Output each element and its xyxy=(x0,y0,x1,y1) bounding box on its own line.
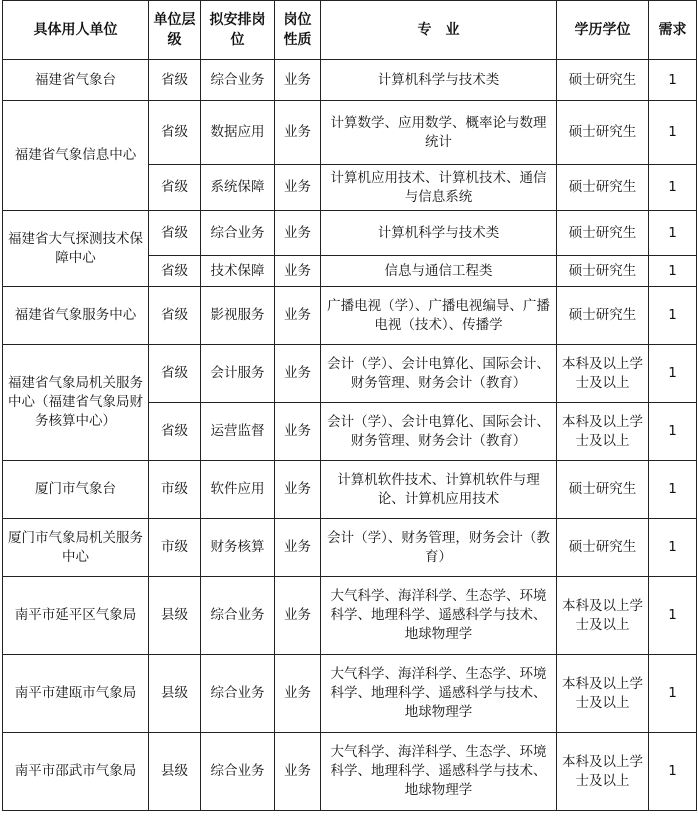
cell-nature: 业务 xyxy=(275,345,321,403)
cell-post: 技术保障 xyxy=(201,256,275,287)
cell-post: 软件应用 xyxy=(201,461,275,519)
cell-major: 会计（学）、会计电算化、国际会计、财务管理、财务会计（教育） xyxy=(321,345,557,403)
cell-count: 1 xyxy=(649,733,697,811)
cell-post: 会计服务 xyxy=(201,345,275,403)
cell-post: 综合业务 xyxy=(201,211,275,256)
cell-nature: 业务 xyxy=(275,165,321,211)
cell-unit: 福建省气象台 xyxy=(3,60,149,101)
cell-level: 县级 xyxy=(149,577,201,655)
cell-major: 大气科学、海洋科学、生态学、环境科学、地理科学、遥感科学与技术、地球物理学 xyxy=(321,577,557,655)
cell-count: 1 xyxy=(649,287,697,345)
cell-level: 省级 xyxy=(149,101,201,165)
header-count: 需求 xyxy=(649,1,697,60)
table-row xyxy=(3,211,697,256)
cell-unit: 南平市建瓯市气象局 xyxy=(3,655,149,733)
cell-degree: 硕士研究生 xyxy=(557,287,649,345)
cell-level: 省级 xyxy=(149,287,201,345)
cell-count: 1 xyxy=(649,211,697,256)
cell-nature: 业务 xyxy=(275,461,321,519)
cell-level: 市级 xyxy=(149,461,201,519)
cell-level: 省级 xyxy=(149,211,201,256)
cell-post: 影视服务 xyxy=(201,287,275,345)
cell-nature: 业务 xyxy=(275,287,321,345)
cell-level: 省级 xyxy=(149,345,201,403)
cell-level: 县级 xyxy=(149,655,201,733)
cell-unit: 厦门市气象台 xyxy=(3,461,149,519)
cell-level: 市级 xyxy=(149,519,201,577)
cell-major: 会计（学）、会计电算化、国际会计、财务管理、财务会计（教育） xyxy=(321,403,557,461)
header-post: 拟安排岗位 xyxy=(201,1,275,60)
cell-nature: 业务 xyxy=(275,655,321,733)
cell-degree: 硕士研究生 xyxy=(557,256,649,287)
cell-nature: 业务 xyxy=(275,733,321,811)
cell-unit: 福建省气象服务中心 xyxy=(3,287,149,345)
cell-nature: 业务 xyxy=(275,60,321,101)
header-degree: 学历学位 xyxy=(557,1,649,60)
cell-unit: 福建省大气探测技术保障中心 xyxy=(3,211,149,287)
cell-unit: 南平市延平区气象局 xyxy=(3,577,149,655)
cell-degree: 硕士研究生 xyxy=(557,165,649,211)
cell-nature: 业务 xyxy=(275,101,321,165)
cell-nature: 业务 xyxy=(275,403,321,461)
cell-nature: 业务 xyxy=(275,577,321,655)
cell-major: 会计（学）、财务管理，财务会计（教育） xyxy=(321,519,557,577)
header-level: 单位层级 xyxy=(149,1,201,60)
cell-level: 省级 xyxy=(149,256,201,287)
cell-unit: 福建省气象局机关服务中心（福建省气象局财务核算中心） xyxy=(3,345,149,461)
cell-degree: 本科及以上学士及以上 xyxy=(557,345,649,403)
cell-degree: 硕士研究生 xyxy=(557,211,649,256)
cell-degree: 本科及以上学士及以上 xyxy=(557,577,649,655)
table-row xyxy=(3,733,697,811)
cell-major: 计算机科学与技术类 xyxy=(321,211,557,256)
header-unit: 具体用人单位 xyxy=(3,1,149,60)
cell-degree: 本科及以上学士及以上 xyxy=(557,655,649,733)
header-nature: 岗位性质 xyxy=(275,1,321,60)
cell-count: 1 xyxy=(649,256,697,287)
cell-major: 大气科学、海洋科学、生态学、环境科学、地理科学、遥感科学与技术、地球物理学 xyxy=(321,655,557,733)
cell-post: 综合业务 xyxy=(201,733,275,811)
cell-count: 1 xyxy=(649,403,697,461)
cell-count: 1 xyxy=(649,101,697,165)
table-row xyxy=(3,101,697,165)
cell-count: 1 xyxy=(649,345,697,403)
cell-nature: 业务 xyxy=(275,519,321,577)
cell-level: 省级 xyxy=(149,60,201,101)
table-row xyxy=(3,60,697,101)
cell-nature: 业务 xyxy=(275,211,321,256)
cell-post: 综合业务 xyxy=(201,577,275,655)
cell-count: 1 xyxy=(649,60,697,101)
table-row xyxy=(3,461,697,519)
cell-post: 财务核算 xyxy=(201,519,275,577)
table-row xyxy=(3,287,697,345)
cell-degree: 硕士研究生 xyxy=(557,461,649,519)
cell-major: 信息与通信工程类 xyxy=(321,256,557,287)
cell-degree: 本科及以上学士及以上 xyxy=(557,403,649,461)
table-row xyxy=(3,655,697,733)
table-row xyxy=(3,519,697,577)
cell-major: 大气科学、海洋科学、生态学、环境科学、地理科学、遥感科学与技术、地球物理学 xyxy=(321,733,557,811)
cell-major: 计算机科学与技术类 xyxy=(321,60,557,101)
cell-level: 县级 xyxy=(149,733,201,811)
cell-major: 计算机软件技术、计算机软件与理论、计算机应用技术 xyxy=(321,461,557,519)
cell-degree: 硕士研究生 xyxy=(557,101,649,165)
cell-degree: 本科及以上学士及以上 xyxy=(557,733,649,811)
cell-unit: 厦门市气象局机关服务中心 xyxy=(3,519,149,577)
cell-post: 运营监督 xyxy=(201,403,275,461)
cell-unit: 南平市邵武市气象局 xyxy=(3,733,149,811)
cell-degree: 硕士研究生 xyxy=(557,519,649,577)
cell-post: 综合业务 xyxy=(201,60,275,101)
header-row xyxy=(3,1,697,60)
cell-post: 系统保障 xyxy=(201,165,275,211)
table-row xyxy=(3,577,697,655)
cell-count: 1 xyxy=(649,461,697,519)
recruitment-table xyxy=(2,0,697,811)
cell-major: 计算机应用技术、计算机技术、通信与信息系统 xyxy=(321,165,557,211)
table-row xyxy=(3,345,697,403)
cell-post: 综合业务 xyxy=(201,655,275,733)
cell-count: 1 xyxy=(649,655,697,733)
cell-level: 省级 xyxy=(149,165,201,211)
cell-degree: 硕士研究生 xyxy=(557,60,649,101)
cell-level: 省级 xyxy=(149,403,201,461)
cell-major: 计算数学、应用数学、概率论与数理统计 xyxy=(321,101,557,165)
header-major: 专 业 xyxy=(321,1,557,60)
cell-post: 数据应用 xyxy=(201,101,275,165)
cell-unit: 福建省气象信息中心 xyxy=(3,101,149,211)
cell-major: 广播电视（学）、广播电视编导、广播电视（技术）、传播学 xyxy=(321,287,557,345)
cell-count: 1 xyxy=(649,519,697,577)
cell-count: 1 xyxy=(649,577,697,655)
cell-count: 1 xyxy=(649,165,697,211)
cell-nature: 业务 xyxy=(275,256,321,287)
